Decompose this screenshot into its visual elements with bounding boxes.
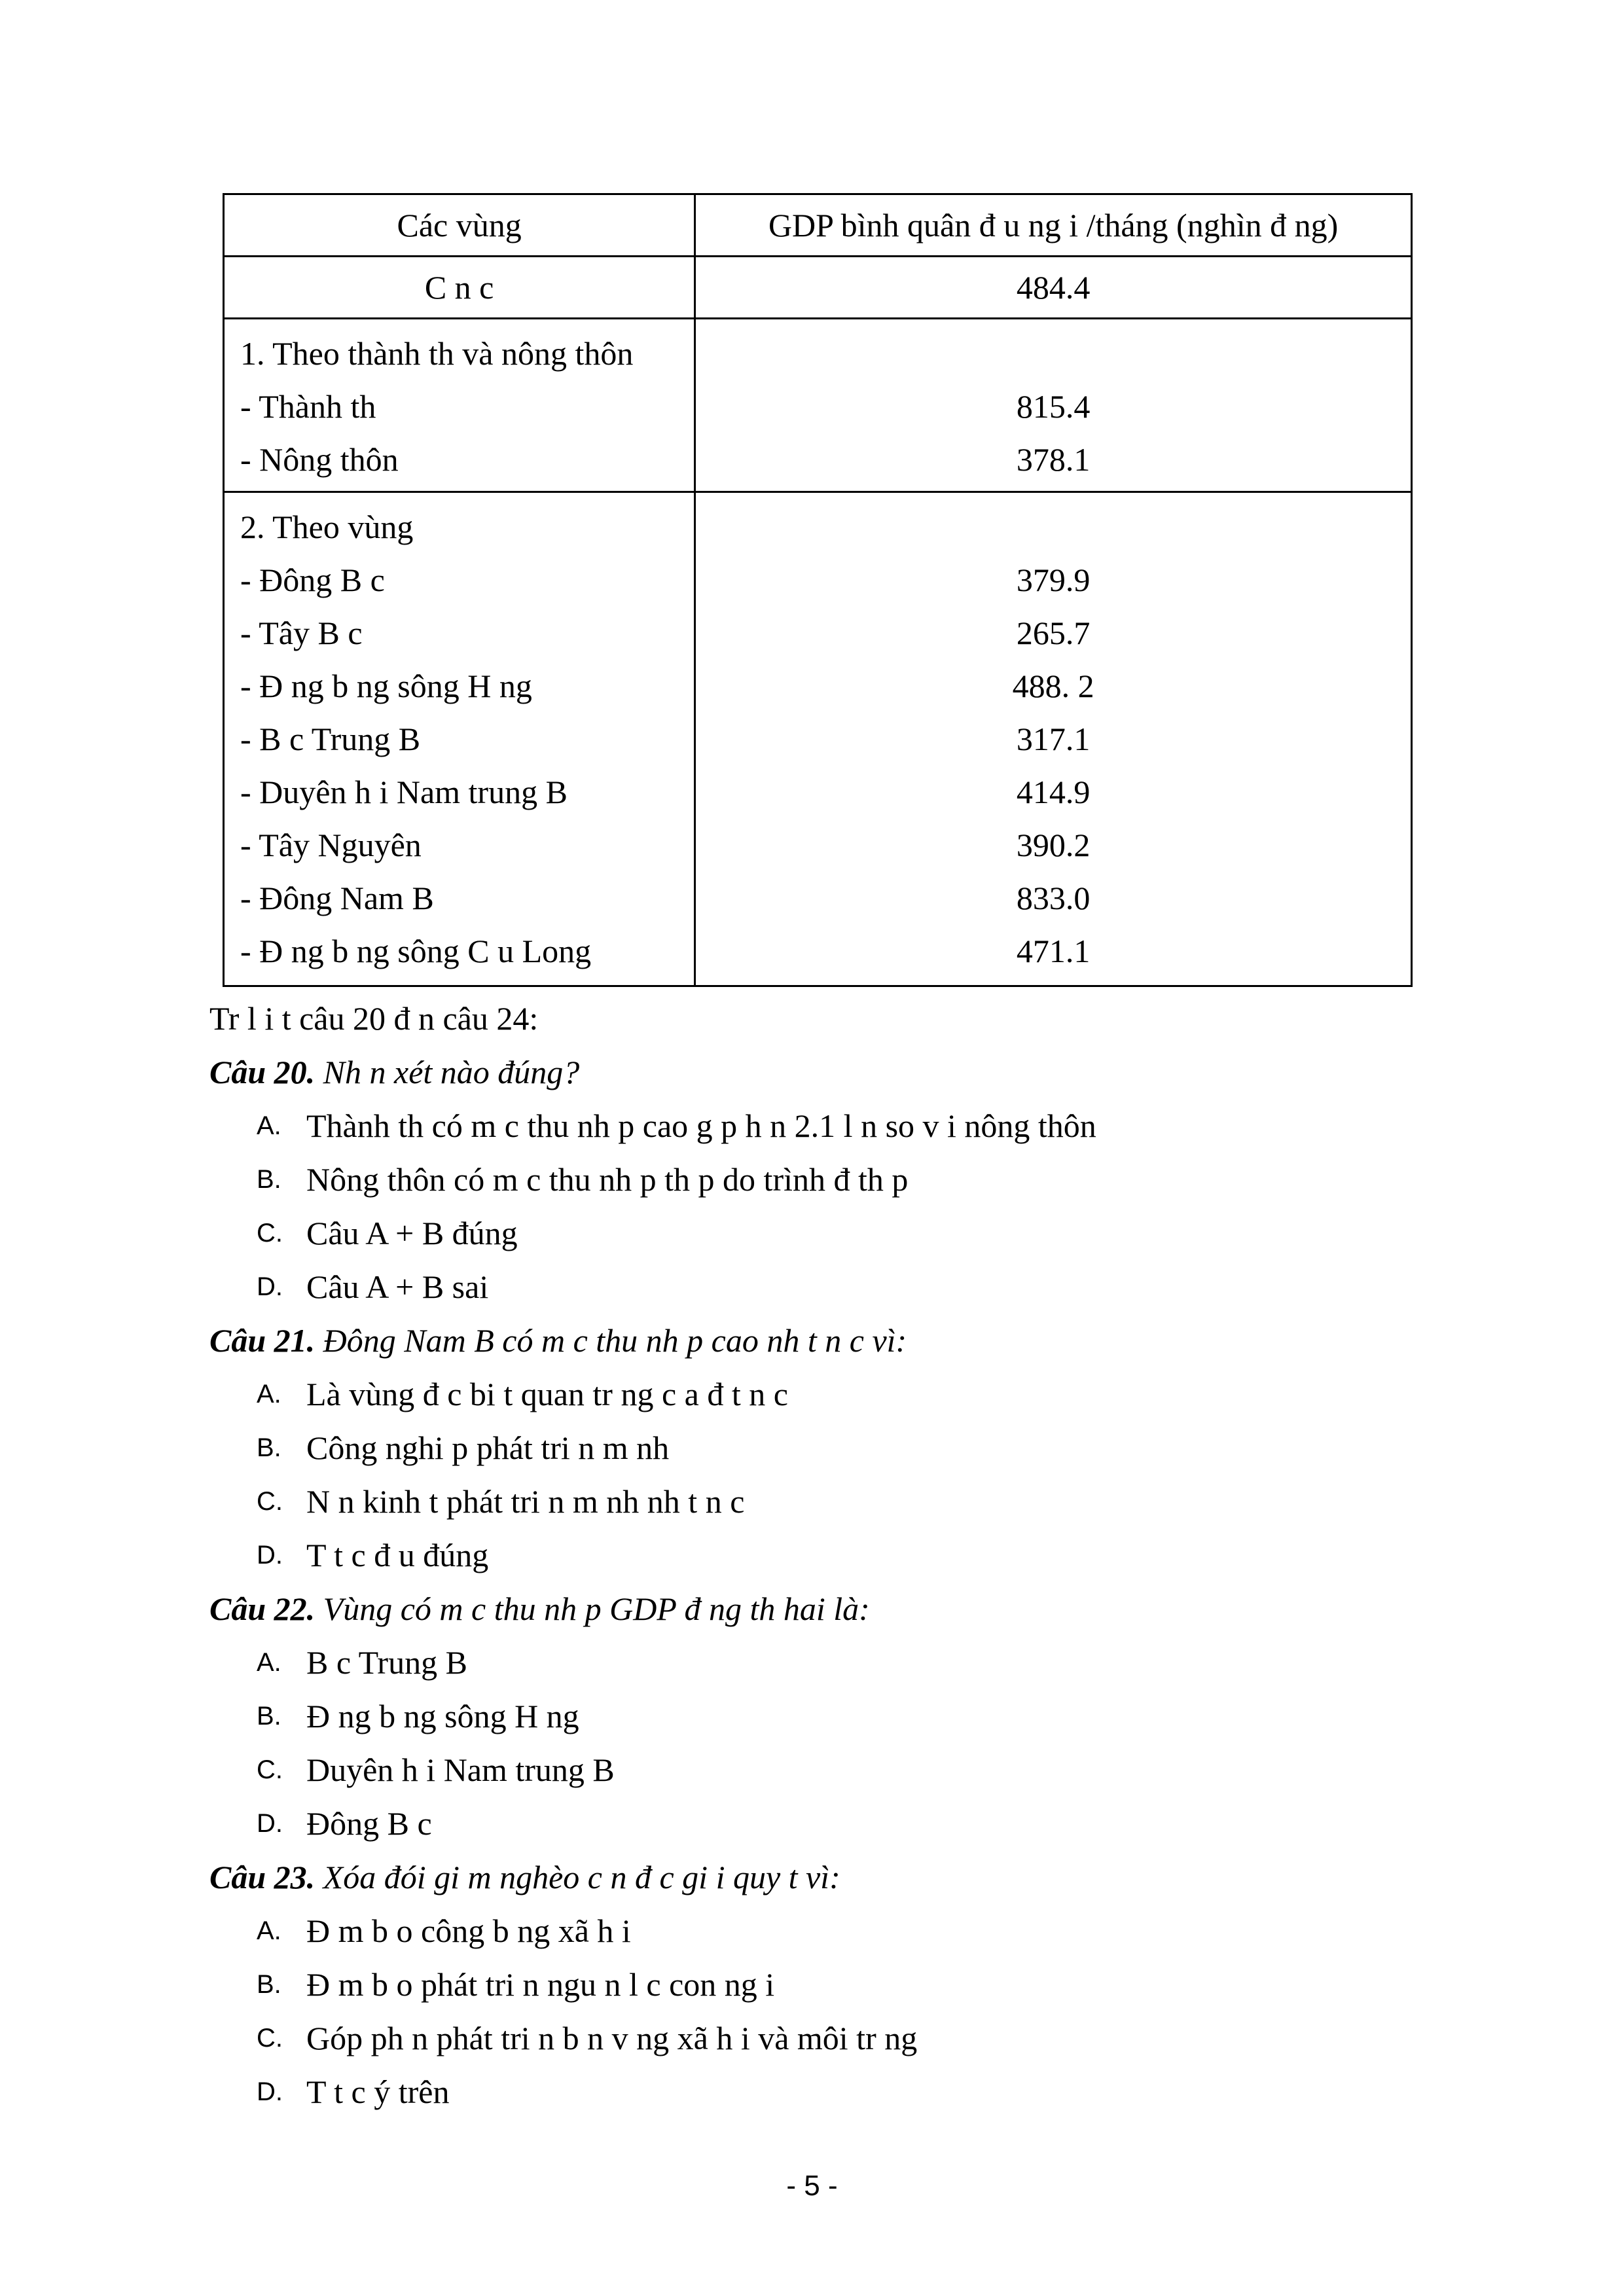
option-letter: D. bbox=[257, 1809, 283, 1838]
group1-title: 1. Theo thành th và nông thôn bbox=[240, 335, 634, 372]
option-letter: D. bbox=[257, 2077, 283, 2106]
option-letter: A. bbox=[257, 1648, 281, 1677]
option-text: T t c đ u đúng bbox=[306, 1537, 489, 1573]
option-letter: C. bbox=[257, 1219, 283, 1247]
table-group-regions bbox=[224, 492, 1412, 986]
option-text: Câu A + B đúng bbox=[306, 1215, 518, 1251]
option-text: Duyên h i Nam trung B bbox=[306, 1751, 615, 1788]
total-value: 484.4 bbox=[1016, 269, 1091, 306]
region-label: - B c Trung B bbox=[240, 721, 421, 757]
option-text: Công nghi p phát tri n m nh bbox=[306, 1429, 670, 1466]
intro-text: Tr l i t câu 20 đ n câu 24: bbox=[209, 1000, 539, 1037]
questions-section bbox=[209, 992, 1427, 2119]
answer-option[interactable] bbox=[209, 1475, 1427, 1528]
question-heading bbox=[209, 1850, 1427, 1904]
question-number: Câu 20. bbox=[209, 1054, 316, 1090]
region-label: - Tây B c bbox=[240, 615, 363, 651]
option-letter: B. bbox=[257, 1433, 281, 1462]
question-heading bbox=[209, 1314, 1427, 1367]
answer-option[interactable] bbox=[209, 1636, 1427, 1689]
gdp-table bbox=[223, 193, 1413, 987]
answer-option[interactable] bbox=[209, 1797, 1427, 1850]
question-text: Vùng có m c thu nh p GDP đ ng th hai là: bbox=[323, 1590, 870, 1627]
region-label: - Đông Nam B bbox=[240, 880, 434, 916]
answer-option[interactable] bbox=[209, 1904, 1427, 1958]
group1-value: 378.1 bbox=[1016, 441, 1091, 478]
region-value: 471.1 bbox=[1016, 933, 1091, 969]
answer-option[interactable] bbox=[209, 1421, 1427, 1475]
option-letter: D. bbox=[257, 1272, 283, 1301]
region-value: 414.9 bbox=[1016, 774, 1091, 810]
answer-option[interactable] bbox=[209, 2065, 1427, 2119]
region-value: 265.7 bbox=[1016, 615, 1091, 651]
region-value: 317.1 bbox=[1016, 721, 1091, 757]
group1-value: 815.4 bbox=[1016, 388, 1091, 425]
option-text: T t c ý trên bbox=[306, 2073, 450, 2110]
option-text: Là vùng đ c bi t quan tr ng c a đ t n c bbox=[306, 1376, 788, 1412]
region-value: 390.2 bbox=[1016, 827, 1091, 863]
question-number: Câu 23. bbox=[209, 1859, 316, 1895]
answer-option[interactable] bbox=[209, 1206, 1427, 1260]
option-letter: D. bbox=[257, 1541, 283, 1570]
table-group-urban-rural bbox=[224, 319, 1412, 492]
answer-option[interactable] bbox=[209, 2011, 1427, 2065]
table-row-total bbox=[224, 257, 1412, 319]
region-label: - Đ ng b ng sông C u Long bbox=[240, 933, 592, 969]
option-text: Đông B c bbox=[306, 1805, 432, 1842]
option-letter: B. bbox=[257, 1702, 281, 1731]
region-label: - Tây Nguyên bbox=[240, 827, 422, 863]
option-text: Góp ph n phát tri n b n v ng xã h i và môi tr ng bbox=[306, 2020, 918, 2056]
option-text: N n kinh t phát tri n m nh nh t n c bbox=[306, 1483, 745, 1520]
option-letter: A. bbox=[257, 1380, 281, 1408]
option-text: Đ m b o phát tri n ngu n l c con ng i bbox=[306, 1966, 775, 2003]
option-text: Đ ng b ng sông H ng bbox=[306, 1698, 579, 1734]
option-text: Câu A + B sai bbox=[306, 1268, 489, 1305]
option-letter: C. bbox=[257, 2024, 283, 2053]
option-letter: B. bbox=[257, 1970, 281, 1999]
option-letter: A. bbox=[257, 1111, 281, 1140]
answer-option[interactable] bbox=[209, 1743, 1427, 1797]
col2-header: GDP bình quân đ u ng i /tháng (nghìn đ ng) bbox=[768, 207, 1339, 243]
region-label: - Đông B c bbox=[240, 562, 385, 598]
region-value: 488. 2 bbox=[1012, 668, 1094, 704]
question-text: Xóa đói gi m nghèo c n đ c gi i quy t vì: bbox=[323, 1859, 840, 1895]
answer-option[interactable] bbox=[209, 1958, 1427, 2011]
page-number: - 5 - bbox=[786, 2170, 838, 2202]
answer-option[interactable] bbox=[209, 1153, 1427, 1206]
region-label: - Đ ng b ng sông H ng bbox=[240, 668, 532, 704]
answer-option[interactable] bbox=[209, 1367, 1427, 1421]
answer-option[interactable] bbox=[209, 1260, 1427, 1314]
option-text: Nông thôn có m c thu nh p th p do trình đ th p bbox=[306, 1161, 909, 1198]
option-letter: B. bbox=[257, 1165, 281, 1194]
question-number: Câu 22. bbox=[209, 1590, 316, 1627]
answer-option[interactable] bbox=[209, 1099, 1427, 1153]
option-text: Thành th có m c thu nh p cao g p h n 2.1 l n so v i nông thôn bbox=[306, 1107, 1096, 1144]
total-label: C n c bbox=[424, 269, 494, 306]
region-value: 833.0 bbox=[1016, 880, 1091, 916]
table-header-row bbox=[224, 194, 1412, 257]
question-heading bbox=[209, 1582, 1427, 1636]
question-heading bbox=[209, 1045, 1427, 1099]
answer-option[interactable] bbox=[209, 1528, 1427, 1582]
option-letter: A. bbox=[257, 1916, 281, 1945]
answer-option[interactable] bbox=[209, 1689, 1427, 1743]
option-letter: C. bbox=[257, 1487, 283, 1516]
question-text: Đông Nam B có m c thu nh p cao nh t n c vì: bbox=[323, 1322, 907, 1359]
group1-label: - Thành th bbox=[240, 388, 376, 425]
question-text: Nh n xét nào đúng? bbox=[323, 1054, 580, 1090]
group1-label: - Nông thôn bbox=[240, 441, 399, 478]
col1-header: Các vùng bbox=[397, 207, 522, 243]
region-label: - Duyên h i Nam trung B bbox=[240, 774, 568, 810]
question-number: Câu 21. bbox=[209, 1322, 316, 1359]
region-value: 379.9 bbox=[1016, 562, 1091, 598]
group2-title: 2. Theo vùng bbox=[240, 509, 414, 545]
option-letter: C. bbox=[257, 1755, 283, 1784]
option-text: B c Trung B bbox=[306, 1644, 467, 1681]
option-text: Đ m b o công b ng xã h i bbox=[306, 1912, 631, 1949]
